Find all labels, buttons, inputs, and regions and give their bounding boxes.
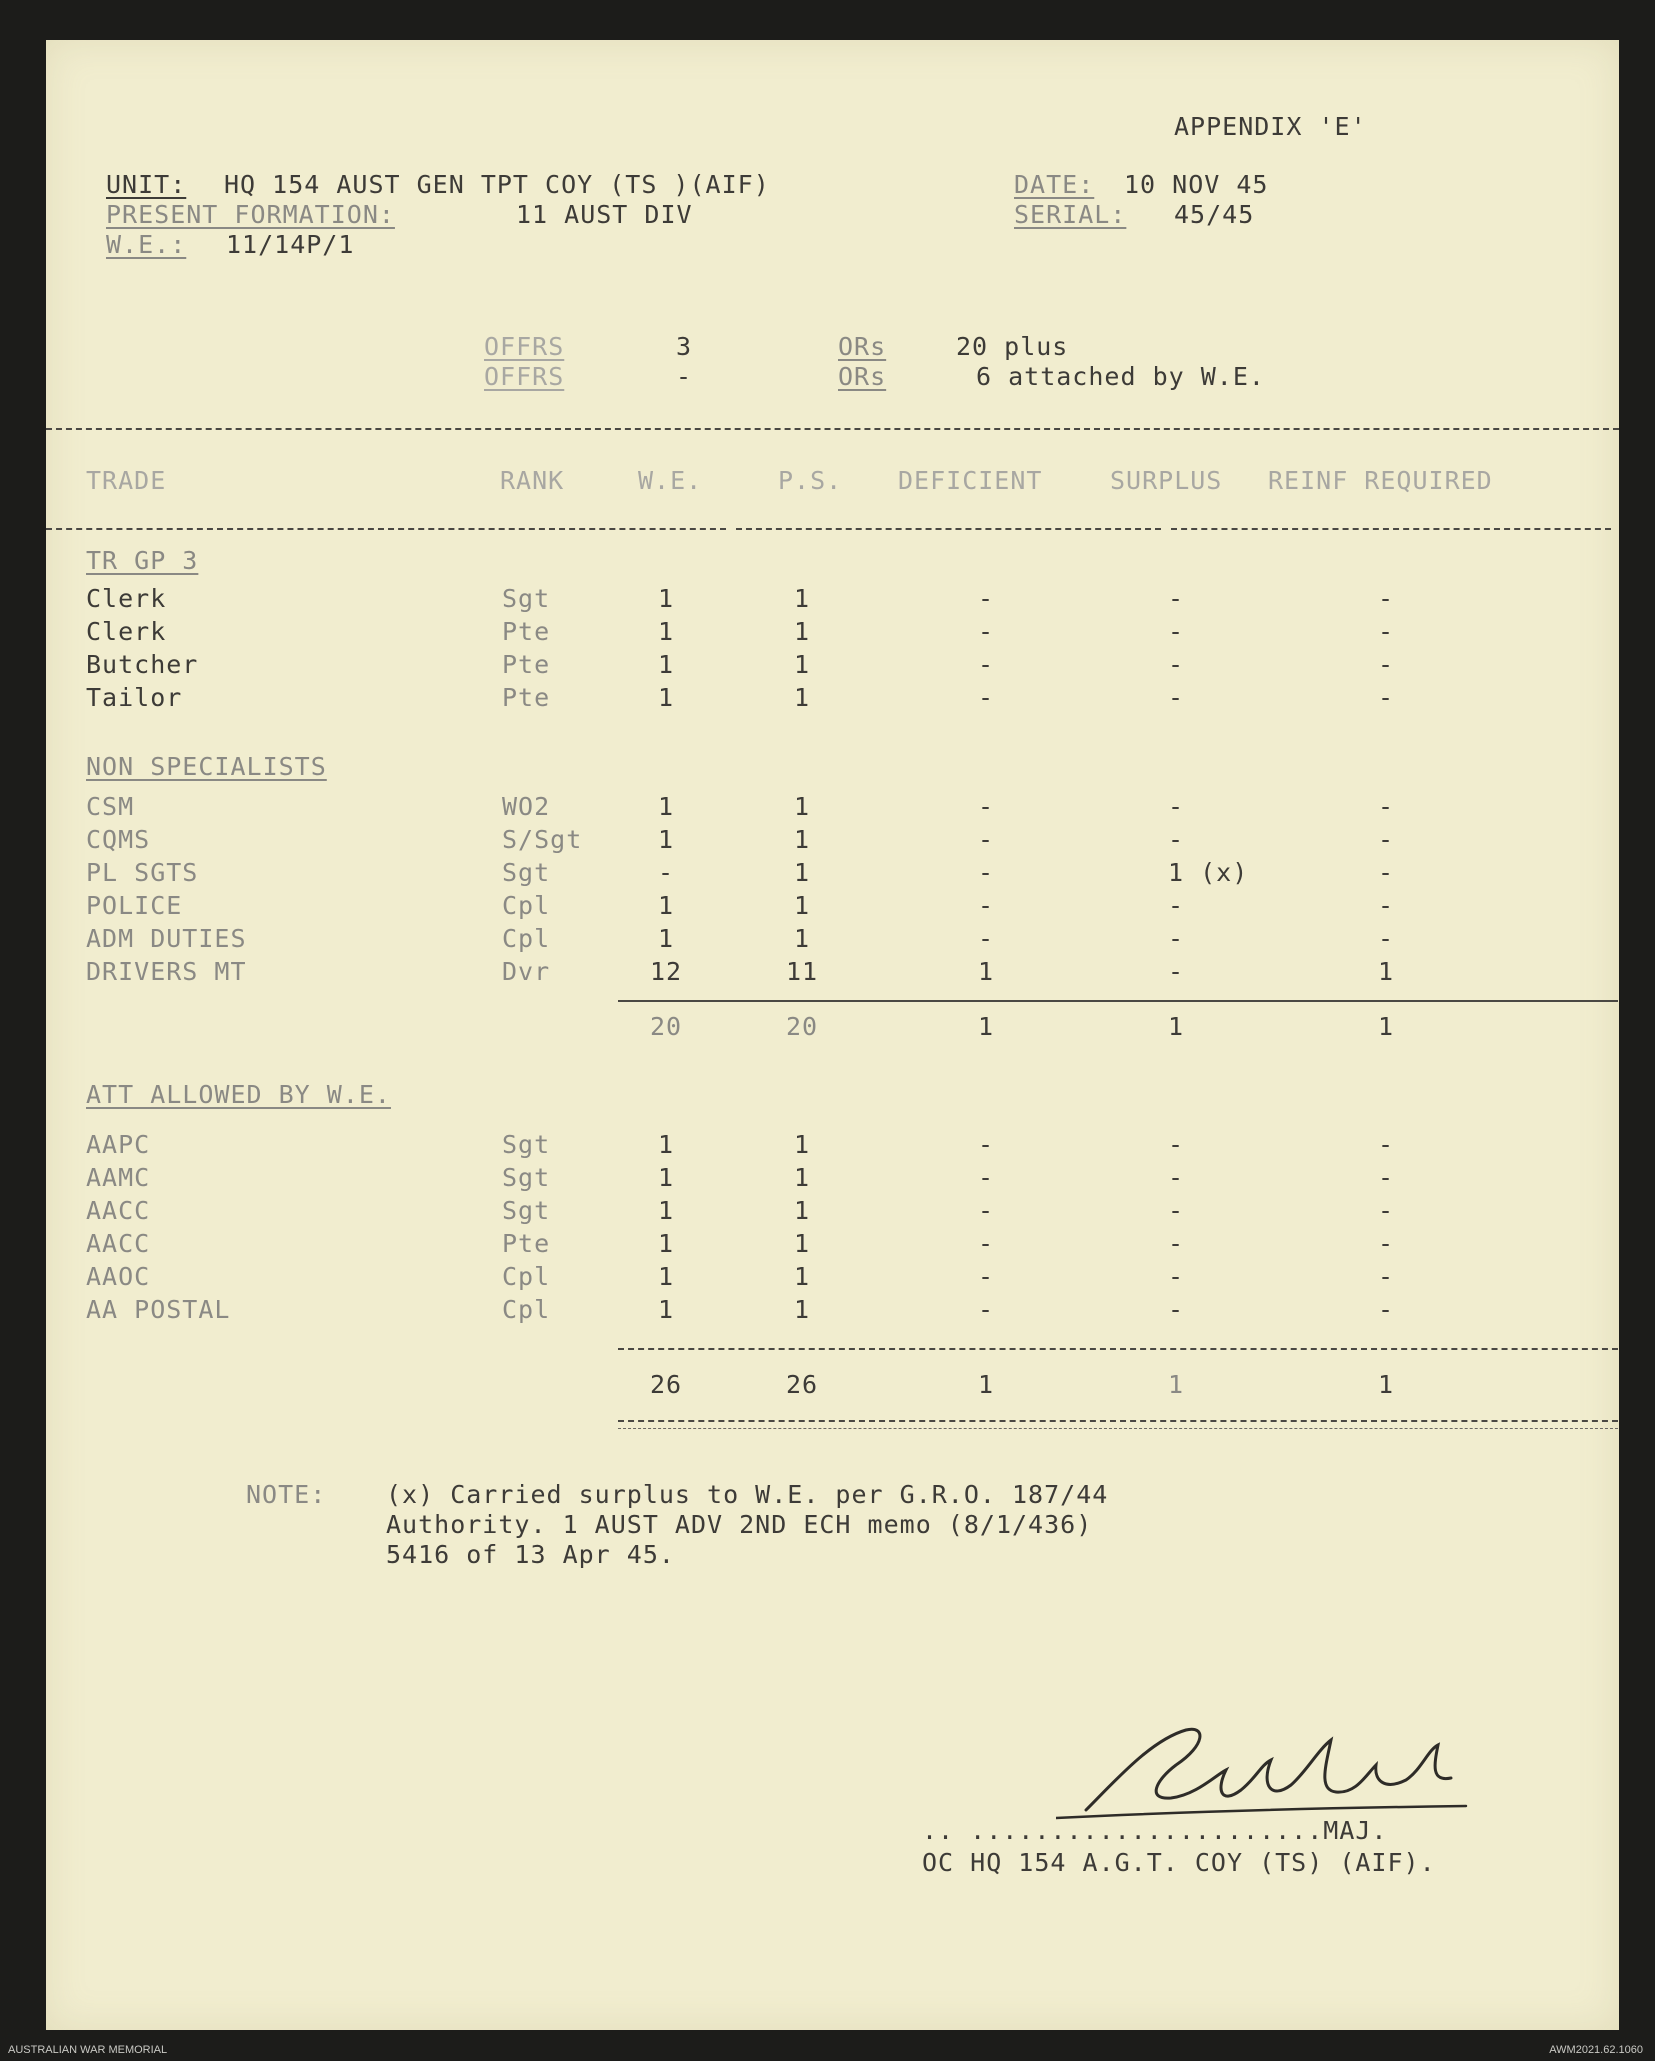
trade-cell: Clerk (86, 584, 167, 613)
ps-cell: 1 (793, 1196, 811, 1225)
rank-cell: Pte (502, 1229, 551, 1258)
deficient-total: 1 (977, 1370, 995, 1399)
trade-cell: AACC (86, 1196, 151, 1225)
we-cell: 1 (657, 584, 675, 613)
rank-cell: Pte (502, 617, 551, 646)
deficient-cell: - (977, 891, 995, 920)
serial-value: 45/45 (1174, 200, 1255, 229)
we-total: 20 (649, 1012, 683, 1041)
trade-cell: AAOC (86, 1262, 151, 1291)
unit-value: HQ 154 AUST GEN TPT COY (TS )(AIF) (224, 170, 770, 199)
we-cell: 1 (657, 1130, 675, 1159)
note-line-3: 5416 of 13 Apr 45. (386, 1540, 675, 1569)
deficient-cell: - (977, 1130, 995, 1159)
rank-cell: Cpl (502, 1295, 551, 1324)
ors-label-2: ORs (838, 362, 887, 391)
we-cell: 1 (657, 792, 675, 821)
required-cell: - (1377, 1130, 1395, 1159)
required-cell: - (1377, 683, 1395, 712)
required-cell: - (1377, 1229, 1395, 1258)
rank-cell: Sgt (502, 584, 551, 613)
we-cell: 1 (657, 1262, 675, 1291)
section-title-non-specialists: NON SPECIALISTS (86, 752, 327, 781)
deficient-total: 1 (977, 1012, 995, 1041)
col-reinf-required: REINF REQUIRED (1268, 466, 1493, 495)
ps-cell: 1 (793, 825, 811, 854)
col-trade: TRADE (86, 466, 167, 495)
rank-cell: S/Sgt (502, 825, 583, 854)
we-cell: 1 (657, 1229, 675, 1258)
deficient-cell: - (977, 1229, 995, 1258)
subtotal-rule (618, 1000, 1618, 1002)
required-cell: - (1377, 858, 1395, 887)
section-title-tr-gp-3: TR GP 3 (86, 546, 199, 575)
ors-value-1: 20 plus (956, 332, 1069, 361)
deficient-cell: - (977, 683, 995, 712)
ps-cell: 1 (793, 792, 811, 821)
header-rule-1 (46, 528, 726, 530)
deficient-cell: - (977, 825, 995, 854)
surplus-cell: - (1167, 957, 1185, 986)
ps-cell: 1 (793, 1130, 811, 1159)
rank-cell: WO2 (502, 792, 551, 821)
we-cell: 1 (657, 1163, 675, 1192)
we-cell: 1 (657, 891, 675, 920)
rank-cell: Cpl (502, 891, 551, 920)
section-title-att-allowed: ATT ALLOWED BY W.E. (86, 1080, 391, 1109)
deficient-cell: - (977, 1262, 995, 1291)
rank-cell: Sgt (502, 858, 551, 887)
required-cell: - (1377, 924, 1395, 953)
we-label: W.E.: (106, 230, 187, 259)
ps-total: 20 (785, 1012, 819, 1041)
we-cell: 1 (657, 825, 675, 854)
document-page (46, 40, 1619, 2030)
serial-label: SERIAL: (1014, 200, 1127, 229)
rank-cell: Sgt (502, 1163, 551, 1192)
ps-cell: 1 (793, 1229, 811, 1258)
deficient-cell: - (977, 650, 995, 679)
trade-cell: Tailor (86, 683, 183, 712)
surplus-cell: - (1167, 891, 1185, 920)
rank-cell: Dvr (502, 957, 551, 986)
total-rule-bottom-2 (618, 1428, 1618, 1429)
ps-cell: 1 (793, 683, 811, 712)
footer-left-text: AUSTRALIAN WAR MEMORIAL (8, 2044, 168, 2056)
rank-cell: Pte (502, 683, 551, 712)
total-rule-top (618, 1348, 1618, 1350)
surplus-cell: - (1167, 1262, 1185, 1291)
signature-image (1056, 1720, 1476, 1830)
formation-value: 11 AUST DIV (516, 200, 693, 229)
ps-cell: 1 (793, 1163, 811, 1192)
appendix-label: APPENDIX 'E' (1174, 112, 1367, 141)
we-cell: 1 (657, 1196, 675, 1225)
trade-cell: DRIVERS MT (86, 957, 247, 986)
offrs-value-1: 3 (676, 332, 693, 361)
header-rule-2 (736, 528, 1161, 530)
we-value: 11/14P/1 (226, 230, 355, 259)
surplus-cell: - (1167, 617, 1185, 646)
required-cell: - (1377, 584, 1395, 613)
unit-label: UNIT: (106, 170, 187, 199)
surplus-cell: - (1167, 1130, 1185, 1159)
trade-cell: POLICE (86, 891, 183, 920)
required-total: 1 (1377, 1370, 1395, 1399)
required-cell: - (1377, 1163, 1395, 1192)
footer-right-text: AWM2021.62.1060 (1549, 2044, 1643, 2056)
col-ps: P.S. (778, 466, 843, 495)
formation-label: PRESENT FORMATION: (106, 200, 395, 229)
ors-label-1: ORs (838, 332, 887, 361)
required-cell: - (1377, 650, 1395, 679)
ps-cell: 1 (793, 924, 811, 953)
ps-cell: 1 (793, 650, 811, 679)
deficient-cell: - (977, 1196, 995, 1225)
ors-value-2: 6 attached by W.E. (976, 362, 1265, 391)
required-cell: - (1377, 891, 1395, 920)
deficient-cell: - (977, 792, 995, 821)
col-we: W.E. (638, 466, 703, 495)
we-cell: 1 (657, 924, 675, 953)
note-line-2: Authority. 1 AUST ADV 2ND ECH memo (8/1/436) (386, 1510, 1093, 1539)
ps-cell: 11 (785, 957, 819, 986)
trade-cell: ADM DUTIES (86, 924, 247, 953)
we-cell: 1 (657, 650, 675, 679)
required-cell: - (1377, 1262, 1395, 1291)
surplus-cell: - (1167, 683, 1185, 712)
trade-cell: AA POSTAL (86, 1295, 231, 1324)
ps-cell: 1 (793, 858, 811, 887)
header-rule-3 (1171, 528, 1611, 530)
rank-cell: Sgt (502, 1130, 551, 1159)
trade-cell: CQMS (86, 825, 151, 854)
deficient-cell: - (977, 1295, 995, 1324)
surplus-cell: 1 (x) (1168, 858, 1249, 887)
trade-cell: AAPC (86, 1130, 151, 1159)
we-cell: 12 (649, 957, 683, 986)
deficient-cell: - (977, 1163, 995, 1192)
surplus-cell: - (1167, 1163, 1185, 1192)
surplus-cell: - (1167, 825, 1185, 854)
signature-dots-rank: .. ......................MAJ. (922, 1816, 1388, 1845)
surplus-cell: - (1167, 650, 1185, 679)
surplus-cell: - (1167, 1196, 1185, 1225)
deficient-cell: 1 (977, 957, 995, 986)
signature-title: OC HQ 154 A.G.T. COY (TS) (AIF). (922, 1848, 1436, 1877)
we-cell: 1 (657, 683, 675, 712)
required-cell: - (1377, 617, 1395, 646)
required-cell: - (1377, 1196, 1395, 1225)
surplus-cell: - (1167, 924, 1185, 953)
trade-cell: PL SGTS (86, 858, 199, 887)
required-total: 1 (1377, 1012, 1395, 1041)
rank-cell: Pte (502, 650, 551, 679)
deficient-cell: - (977, 617, 995, 646)
col-rank: RANK (500, 466, 565, 495)
trade-cell: CSM (86, 792, 135, 821)
surplus-total: 1 (1167, 1012, 1185, 1041)
trade-cell: Clerk (86, 617, 167, 646)
trade-cell: AACC (86, 1229, 151, 1258)
required-cell: - (1377, 825, 1395, 854)
date-value: 10 NOV 45 (1124, 170, 1269, 199)
ps-cell: 1 (793, 891, 811, 920)
archive-footer (0, 2038, 1655, 2061)
we-total: 26 (649, 1370, 683, 1399)
surplus-cell: - (1167, 1229, 1185, 1258)
col-deficient: DEFICIENT (898, 466, 1043, 495)
deficient-cell: - (977, 858, 995, 887)
trade-cell: Butcher (86, 650, 199, 679)
required-cell: - (1377, 1295, 1395, 1324)
surplus-cell: - (1167, 792, 1185, 821)
rank-cell: Cpl (502, 924, 551, 953)
deficient-cell: - (977, 924, 995, 953)
trade-cell: AAMC (86, 1163, 151, 1192)
total-rule-bottom-1 (618, 1420, 1618, 1422)
rank-cell: Cpl (502, 1262, 551, 1291)
col-surplus: SURPLUS (1110, 466, 1223, 495)
ps-cell: 1 (793, 1262, 811, 1291)
ps-cell: 1 (793, 584, 811, 613)
surplus-total: 1 (1167, 1370, 1185, 1399)
note-label: NOTE: (246, 1480, 327, 1509)
required-cell: - (1377, 792, 1395, 821)
note-line-1: (x) Carried surplus to W.E. per G.R.O. 187/44 (386, 1480, 1109, 1509)
we-cell: 1 (657, 617, 675, 646)
ps-cell: 1 (793, 1295, 811, 1324)
date-label: DATE: (1014, 170, 1095, 199)
rank-cell: Sgt (502, 1196, 551, 1225)
we-cell: 1 (657, 1295, 675, 1324)
surplus-cell: - (1167, 584, 1185, 613)
offrs-label-1: OFFRS (484, 332, 565, 361)
we-cell: - (657, 858, 675, 887)
ps-total: 26 (785, 1370, 819, 1399)
ps-cell: 1 (793, 617, 811, 646)
required-cell: 1 (1377, 957, 1395, 986)
deficient-cell: - (977, 584, 995, 613)
surplus-cell: - (1167, 1295, 1185, 1324)
offrs-value-2: - (676, 362, 693, 391)
offrs-label-2: OFFRS (484, 362, 565, 391)
top-rule (46, 428, 1619, 430)
